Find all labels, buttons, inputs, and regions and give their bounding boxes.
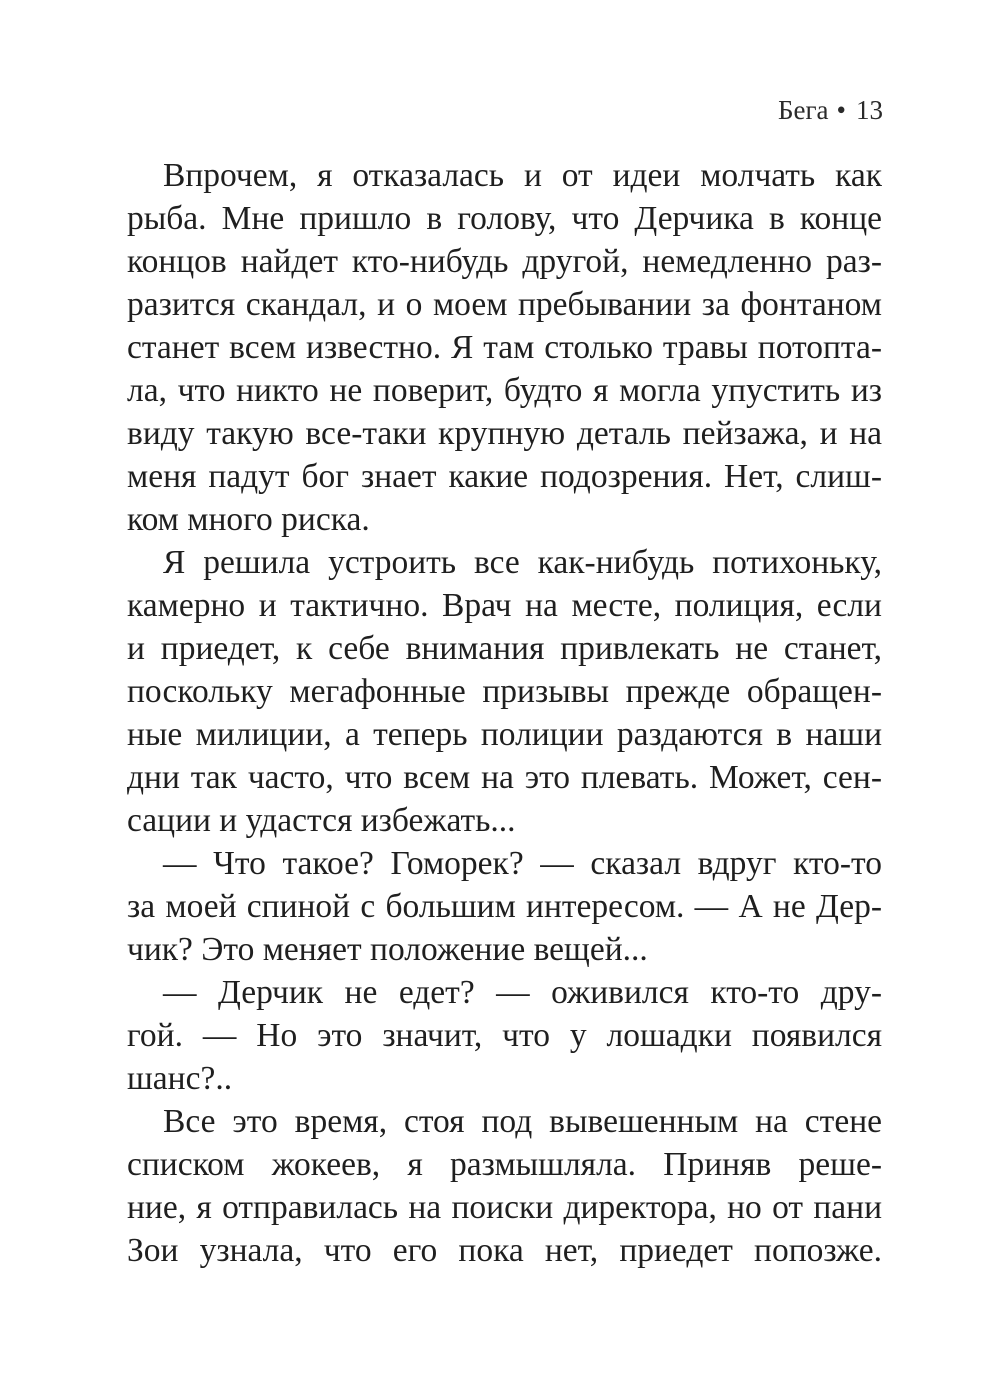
text-line: Впрочем, я отказалась и от идеи молчать как xyxy=(163,157,882,194)
text-line: виду такую все-таки крупную деталь пейзажа, и на xyxy=(127,415,882,452)
text-line: ком много риска. xyxy=(127,501,370,538)
text-line: ные милиции, а теперь полиции раздаются в наши xyxy=(127,716,882,753)
text-line: концов найдет кто-нибудь другой, немедленно раз- xyxy=(127,243,882,280)
text-line: — Что такое? Гоморек? — сказал вдруг кто-то xyxy=(163,845,882,882)
text-line: ла, что никто не поверит, будто я могла упустить из xyxy=(127,372,882,409)
text-line: станет всем известно. Я там столько травы потопта- xyxy=(127,329,882,366)
text-line: шанс?.. xyxy=(127,1060,233,1097)
text-line: сации и удастся избежать... xyxy=(127,802,516,839)
text-line: списком жокеев, я размышляла. Приняв реше- xyxy=(127,1146,882,1183)
text-line: Все это время, стоя под вывешенным на стене xyxy=(163,1103,882,1140)
text-line: — Дерчик не едет? — оживился кто-то дру- xyxy=(163,974,882,1011)
text-line: чик? Это меняет положение вещей... xyxy=(127,931,648,968)
text-line: поскольку мегафонные призывы прежде обращен- xyxy=(127,673,882,710)
text-line: дни так часто, что всем на это плевать. Может, сен- xyxy=(127,759,882,796)
text-line: и приедет, к себе внимания привлекать не станет, xyxy=(127,630,882,667)
text-line: гой. — Но это значит, что у лошадки появился xyxy=(127,1017,882,1054)
running-title: Бега xyxy=(778,95,829,125)
text-line: разится скандал, и о моем пребывании за фонтаном xyxy=(127,286,882,323)
text-line: Зои узнала, что его пока нет, приедет попозже. xyxy=(127,1232,882,1269)
page-number: 13 xyxy=(856,95,883,125)
text-line: Я решила устроить все как-нибудь потихоньку, xyxy=(163,544,882,581)
running-head xyxy=(778,92,883,128)
bullet-separator: • xyxy=(836,95,846,125)
text-line: рыба. Мне пришло в голову, что Дерчика в конце xyxy=(127,200,882,237)
body-text xyxy=(127,154,882,1272)
text-line: камерно и тактично. Врач на месте, полиция, если xyxy=(127,587,882,624)
text-line: меня падут бог знает какие подозрения. Нет, слиш- xyxy=(127,458,882,495)
text-line: за моей спиной с большим интересом. — А не Дер- xyxy=(127,888,882,925)
text-line: ние, я отправилась на поиски директора, но от пани xyxy=(127,1189,882,1226)
